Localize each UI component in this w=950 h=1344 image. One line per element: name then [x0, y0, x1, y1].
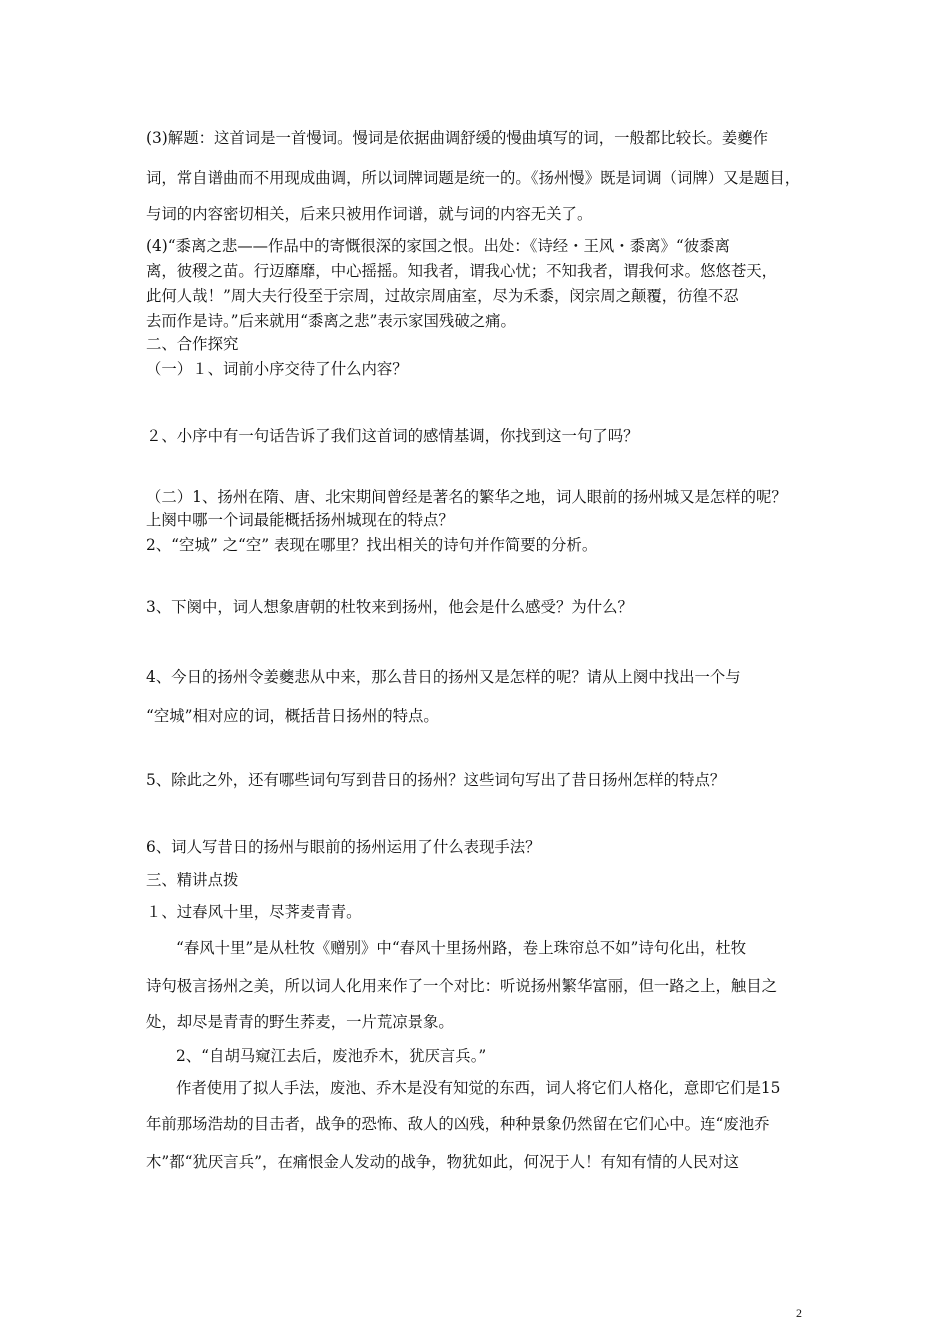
- text-line: 作者使用了拟人手法，废池、乔木是没有知觉的东西，词人将它们人格化，意即它们是15: [176, 1079, 781, 1097]
- text-line: 处，却尽是青青的野生荞麦，一片荒凉景象。: [146, 1013, 454, 1031]
- question-line: 6、词人写昔日的扬州与眼前的扬州运用了什么表现手法？: [146, 838, 541, 856]
- text-line: 词，常自谱曲而不用现成曲调，所以词牌词题是统一的。《扬州慢》既是词调（词牌）又是题目，: [146, 169, 801, 187]
- question-line: （一）１、词前小序交待了什么内容？: [146, 360, 408, 378]
- text-line: 年前那场浩劫的目击者，战争的恐怖、敌人的凶残，种种景象仍然留在它们心中。连“废池乔: [146, 1115, 770, 1133]
- text-line: 木”都“犹厌言兵”，在痛恨金人发动的战争，物犹如此，何况于人！有知有情的人民对这: [146, 1153, 740, 1171]
- text-line: “春风十里”是从杜牧《赠别》中“春风十里扬州路，卷上珠帘总不如”诗句化出，杜牧: [176, 939, 747, 957]
- question-line: 2、“空城” 之“空” 表现在哪里？找出相关的诗句并作简要的分析。: [146, 536, 598, 554]
- question-line: ２、小序中有一句话告诉了我们这首词的感情基调，你找到这一句了吗？: [146, 427, 639, 445]
- question-line: （二）1、扬州在隋、唐、北宋期间曾经是著名的繁华之地，词人眼前的扬州城又是怎样的呢？: [146, 488, 787, 506]
- text-line: 与词的内容密切相关，后来只被用作词谱，就与词的内容无关了。: [146, 205, 593, 223]
- text-line: 2、“自胡马窥江去后，废池乔木，犹厌言兵。”: [176, 1047, 487, 1065]
- text-line: (3)解题：这首词是一首慢词。慢词是依据曲调舒缓的慢曲填写的词，一般都比较长。姜夔作: [146, 129, 769, 147]
- text-line: 诗句极言扬州之美，所以词人化用来作了一个对比：听说扬州繁华富丽，但一路之上，触目之: [146, 977, 778, 995]
- text-line: 离，彼稷之苗。行迈靡靡，中心摇摇。知我者，谓我心忧；不知我者，谓我何求。悠悠苍天，: [146, 262, 778, 280]
- text-line: 去而作是诗。”后来就用“黍离之悲”表示家国残破之痛。: [146, 312, 516, 330]
- question-line: 3、下阕中，词人想象唐朝的杜牧来到扬州，他会是什么感受？为什么？: [146, 598, 633, 616]
- section-heading: 三、精讲点拨: [146, 871, 239, 889]
- question-line: 4、今日的扬州令姜夔悲从中来，那么昔日的扬州又是怎样的呢？请从上阕中找出一个与: [146, 668, 741, 686]
- section-heading: 二、合作探究: [146, 335, 239, 353]
- question-line: 5、除此之外，还有哪些词句写到昔日的扬州？这些词句写出了昔日扬州怎样的特点？: [146, 771, 726, 789]
- question-line: 上阕中哪一个词最能概括扬州城现在的特点？: [146, 511, 454, 529]
- question-line: “空城”相对应的词，概括昔日扬州的特点。: [146, 707, 439, 725]
- page-number: 2: [796, 1306, 802, 1320]
- text-line: １、过春风十里，尽荠麦青青。: [146, 903, 362, 921]
- text-line: 此何人哉！”周大夫行役至于宗周，过故宗周庙室，尽为禾黍，闵宗周之颠覆，彷徨不忍: [146, 287, 739, 305]
- text-line: (4)“黍离之悲——作品中的寄慨很深的家国之恨。出处：《诗经・王风・黍离》“彼黍离: [146, 237, 730, 255]
